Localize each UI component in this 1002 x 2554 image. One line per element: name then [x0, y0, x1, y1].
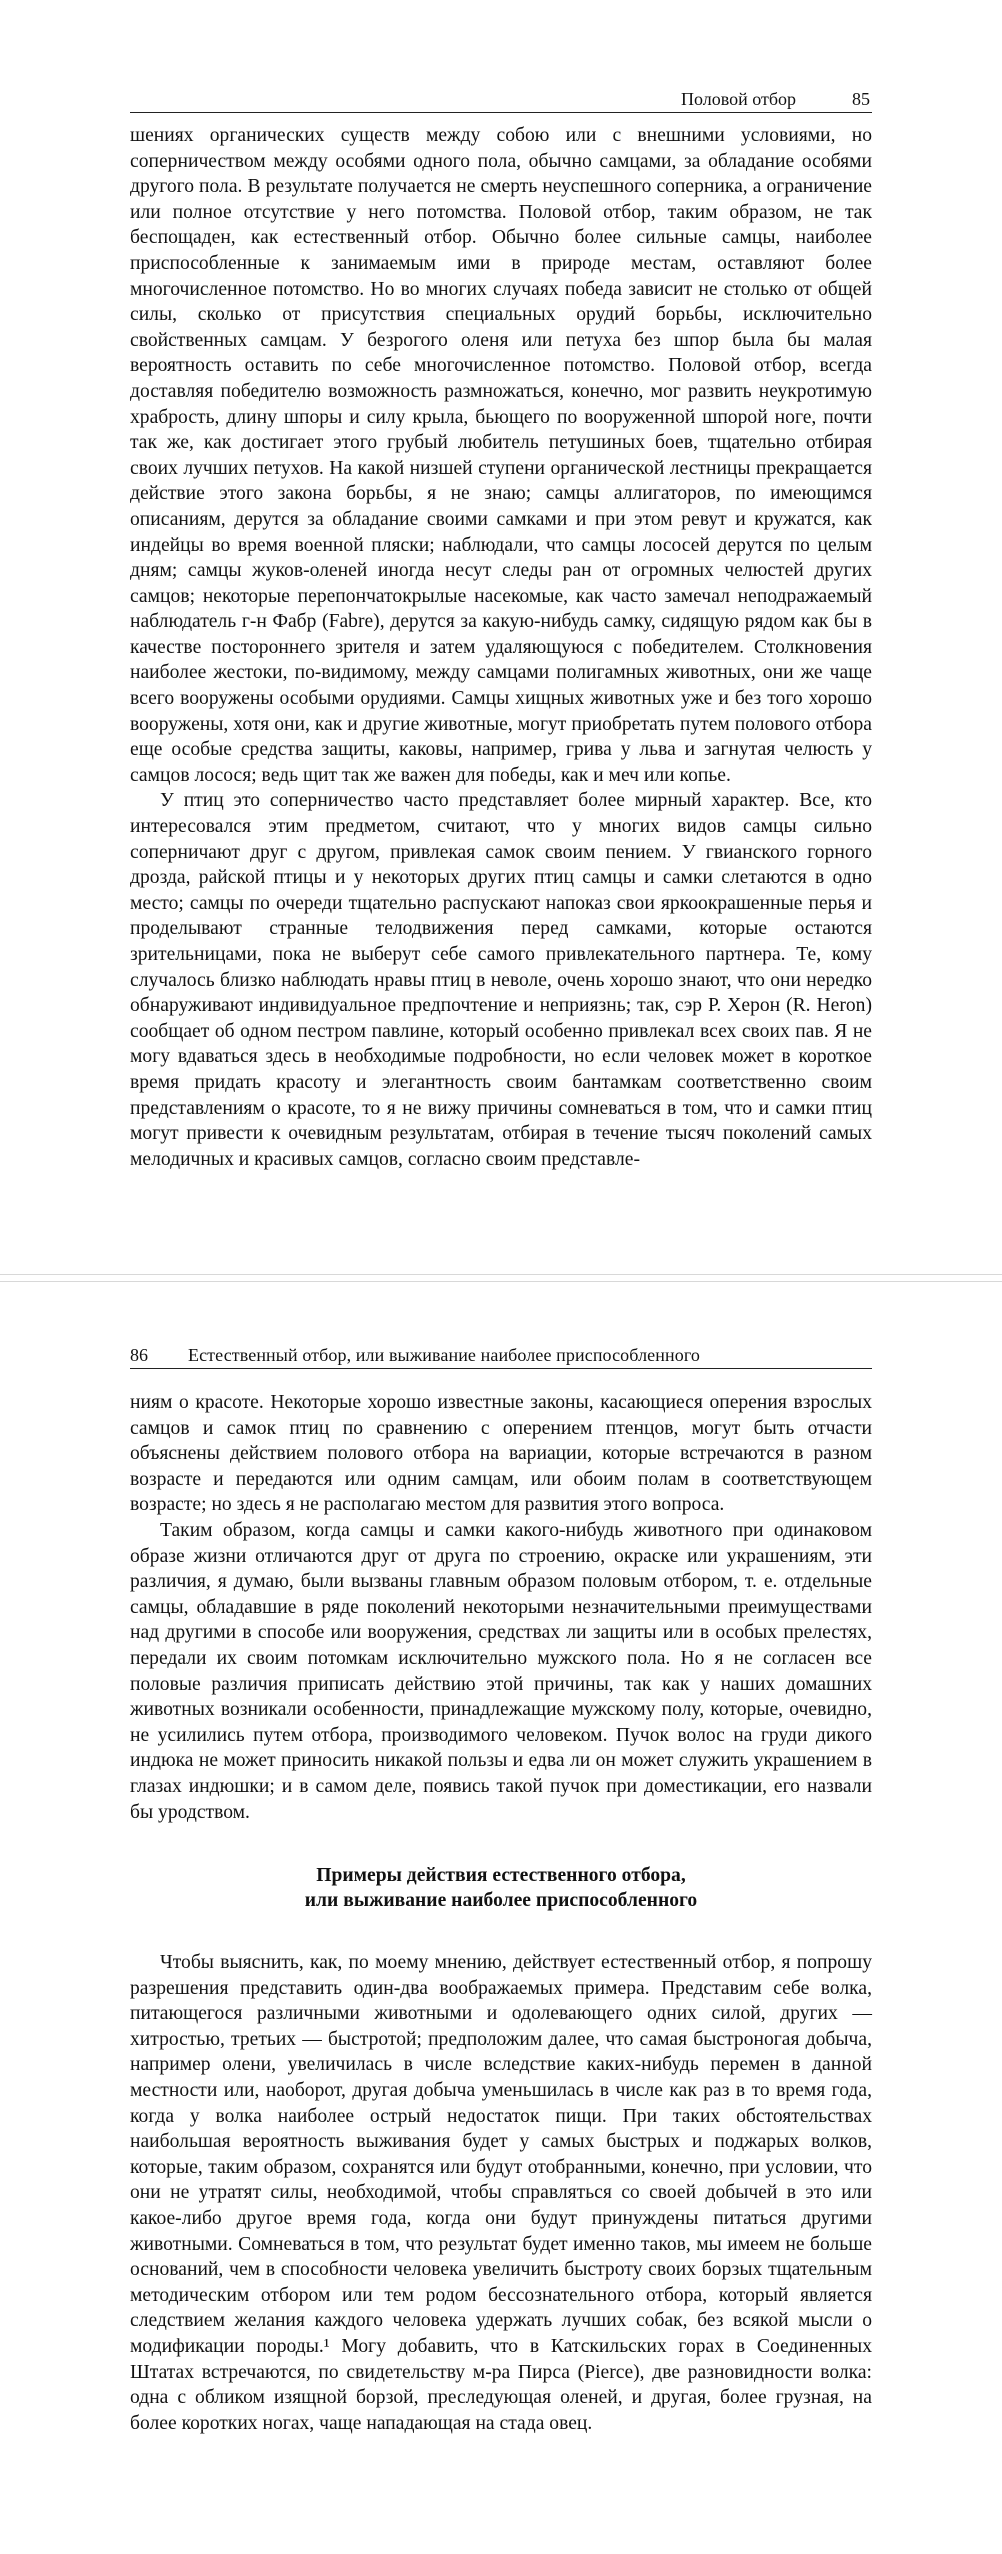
- paragraph: ниям о красоте. Некоторые хорошо известные законы, касающиеся оперения взрослых самцов и самок птиц по сравнению с оперением птенцов, могут быть отчасти объяснены действием полового отбора на вариации, которые встречаются в разном возрасте и передаются или одним самцам, или обоим полам в соответствующем возрасте; но здесь я не располагаю местом для развития этого вопроса.: [130, 1392, 872, 1516]
- running-head: [130, 88, 872, 113]
- running-head: [130, 1344, 872, 1369]
- paragraph: Чтобы выяснить, как, по моему мнению, действует естественный отбор, я попрошу разрешения представить один-два воображаемых примера. Представим себе волка, питающегося различными животными и одолевающего одних силой, других — хитростью, третьих — быстротой; предположим далее, что самая быстроногая добыча, например олени, увеличилась в числе вследствие каких-нибудь перемен в данной местности или, наоборот, другая добыча уменьшилась в числе как раз в то время года, когда у волка наиболее острый недостаток пищи. При таких обстоятельствах наибольшая вероятность выживания будет у самых быстрых и поджарых волков, которые, таким образом, сохранятся или будут отобранными, конечно, при условии, что они не утратят силы, необходимой, чтобы справляться со своей добычей в это или какое-либо другое время года, когда они будут принуждены питаться другими животными. Сомневаться в том, что результат будет именно таков, мы имеем не больше оснований, чем в способности человека увеличить быстроту своих борзых тщательным методическим отбором или тем родом бессознательного отбора, который является следствием желания каждого человека удержать лучших собак, без всякой мысли о модификации породы.¹ Могу добавить, что в Катскильских горах в Соединенных Штатах встречаются, по свидетельству м-ра Пирса (Pierce), две разновидности волка: одна с обликом изящной борзой, преследующая оленей, и другая, более грузная, на более коротких ногах, чаще нападающая на стада овец.: [130, 1952, 872, 2434]
- running-title: Естественный отбор, или выживание наиболее приспособленного: [188, 1345, 700, 1365]
- body-text: [130, 1390, 872, 2436]
- body-text: [130, 123, 872, 1172]
- page-separator: [0, 1274, 1002, 1282]
- running-title: Половой отбор: [680, 89, 796, 109]
- section-heading-line: или выживание наиболее приспособленного: [304, 1890, 698, 1912]
- page-number: 85: [852, 89, 870, 109]
- section-heading: [130, 1863, 872, 1913]
- paragraph: Таким образом, когда самцы и самки какого-нибудь животного при одинаковом образе жизни отличаются друг от друга по строению, окраске или украшениям, эти различия, я думаю, были вызваны главным образом половым отбором, т. е. отдельные самцы, обладавшие в ряде поколений некоторыми незначительными преимуществами над другими в способе или вооружения, средствах ли защиты или в особых прелестях, передали их своим потомкам исключительно мужского пола. Но я не согласен все половые различия приписать действию этой причины, так как у наших домашних животных возникали особенности, принадлежащие мужскому полу, которые, очевидно, не усилились путем отбора, производимого человеком. Пучок волос на груди дикого индюка не может приносить никакой пользы и едва ли он может служить украшением в глазах индюшки; и в самом деле, появись такой пучок при доместикации, его назвали бы уродством.: [130, 1519, 872, 1823]
- paragraph: шениях органических существ между собою или с внешними условиями, но соперничеством между особями одного пола, обычно самцами, за обладание особями другого пола. В результате получается не смерть неуспешного соперника, а ограничение или полное отсутствие у него потомства. Половой отбор, таким образом, не так беспощаден, как естественный отбор. Обычно более сильные самцы, наиболее приспособленные к занимаемым ими в природе местам, оставляют более многочисленное потомство. Но во многих случаях победа зависит не столько от общей силы, сколько от присутствия специальных орудий борьбы, исключительно свойственных самцам. У безрогого оленя или петуха без шпор была бы малая вероятность оставить по себе многочисленное потомство. Половой отбор, всегда доставляя победителю возможность размножаться, конечно, мог развить неукротимую храбрость, длину шпоры и силу крыла, бьющего по вооруженной шпорой ноге, почти так же, как достигает этого грубый любитель петушиных боев, тщательно отбирая своих лучших петухов. На какой низшей ступени органической лестницы прекращается действие этого закона борьбы, я не знаю; самцы аллигаторов, по имеющимся описаниям, дерутся за обладание своими самками и при этом ревут и кружатся, как индейцы во время военной пляски; наблюдали, что самцы лососей дерутся по целым дням; самцы жуков-оленей иногда несут следы ран от огромных челюстей других самцов; некоторые перепончатокрылые насекомые, как часто замечал неподражаемый наблюдатель г-н Фабр (Fabre), дерутся за какую-нибудь самку, сидящую рядом как бы в качестве постороннего зрителя и затем удаляющуюся с победителем. Столкновения наиболее жестоки, по-видимому, между самцами полигамных животных, они же чаще всего вооружены особыми орудиями. Самцы хищных животных уже и без того хорошо вооружены, хотя они, как и другие животные, могут приобретать путем полового отбора еще особые средства защиты, каковы, например, грива у льва и загнутая челюсть у самцов лосося; ведь щит так же важен для победы, как и меч или копье.: [130, 125, 872, 786]
- section-heading-line: Примеры действия естественного отбора,: [316, 1865, 686, 1887]
- page-86: [0, 1282, 1002, 2554]
- page-85: [0, 0, 1002, 1274]
- page-number: 86: [130, 1345, 148, 1365]
- paragraph: У птиц это соперничество часто представляет более мирный характер. Все, кто интересовался этим предметом, считают, что у многих видов самцы сильно соперничают друг с другом, привлекая самок своим пением. У гвианского горного дрозда, райской птицы и у некоторых других птиц самцы и самки слетаются в одно место; самцы по очереди тщательно распускают напоказ свои яркоокрашенные перья и проделывают странные телодвижения перед самками, которые остаются зрительницами, пока не выберут себе самого привлекательного партнера. Те, кому случалось близко наблюдать нравы птиц в неволе, очень хорошо знают, что они нередко обнаруживают индивидуальное предпочтение и неприязнь; так, сэр Р. Херон (R. Heron) сообщает об одном пестром павлине, который особенно привлекал всех своих пав. Я не могу вдаваться здесь в необходимые подробности, но если человек может в короткое время придать красоту и элегантность своим бантамкам соответственно своим представлениям о красоте, то я не вижу причины сомневаться в том, что и самки птиц могут привести к очевидным результатам, отбирая в течение тысяч поколений самых мелодичных и красивых самцов, согласно своим представле-: [130, 790, 872, 1170]
